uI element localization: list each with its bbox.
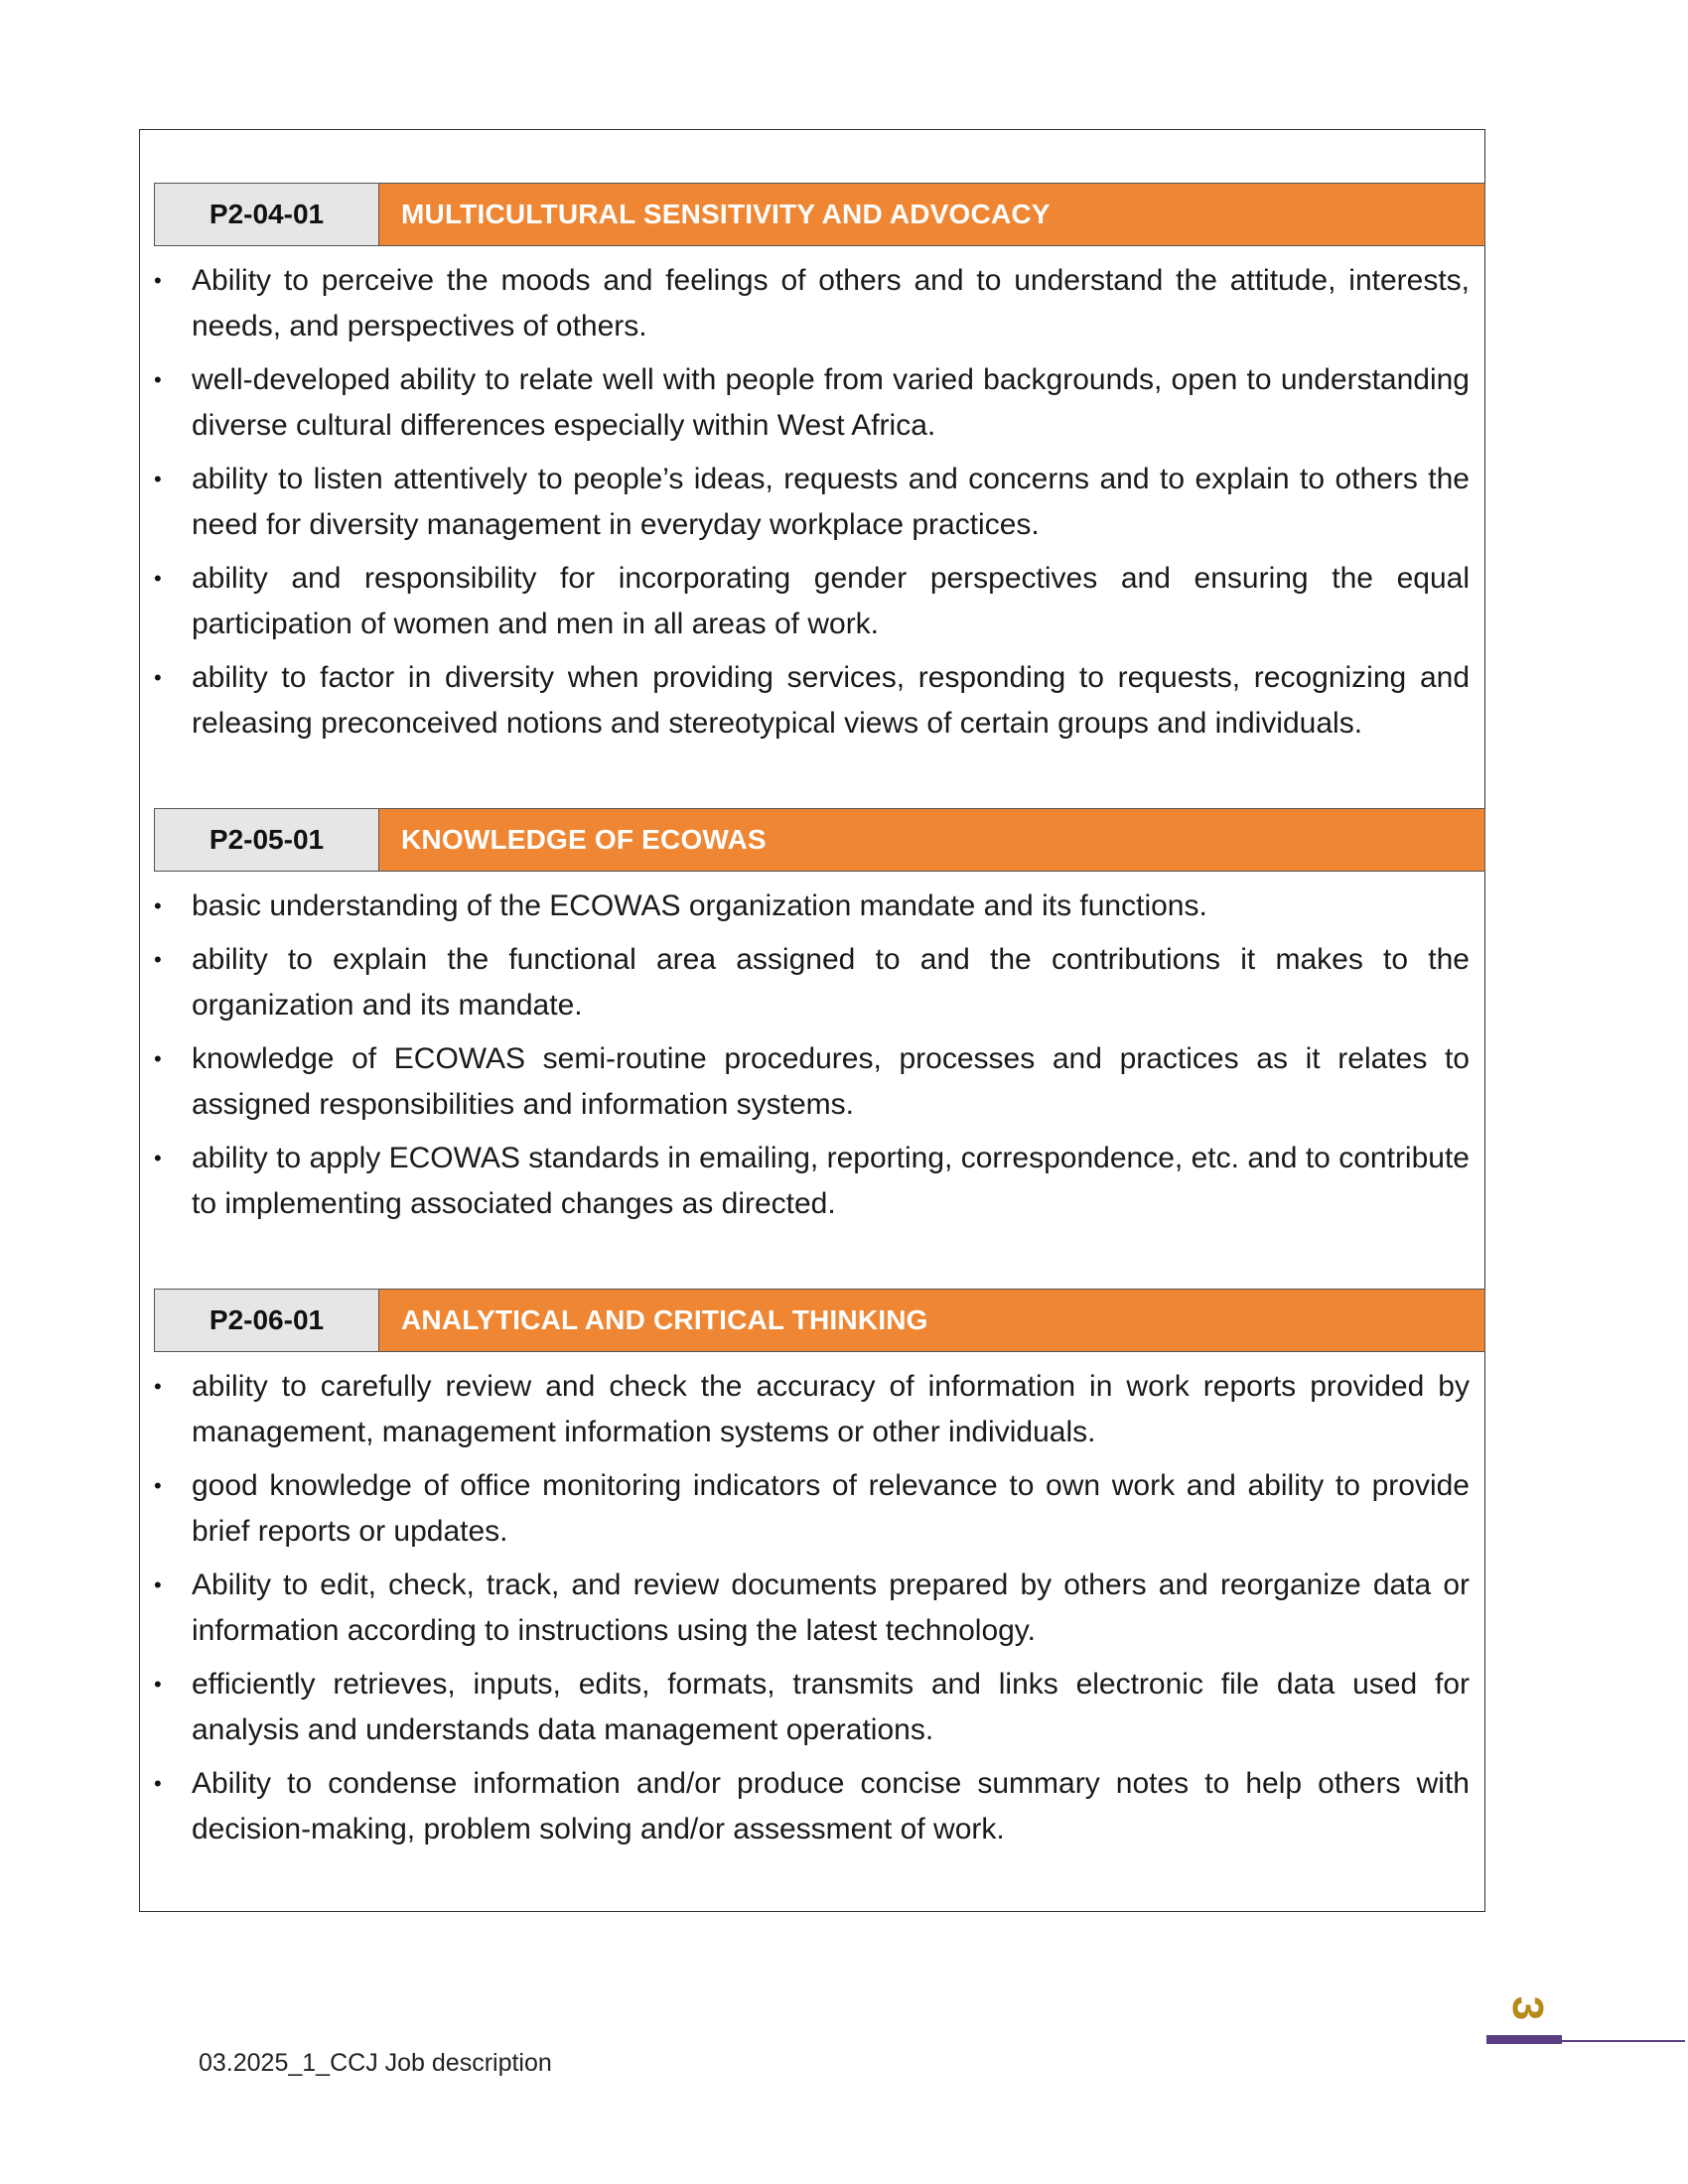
list-item: • good knowledge of office monitoring indicators of relevance to own work and ability to provide brief reports or updates. [154, 1463, 1470, 1555]
list-item: • ability to apply ECOWAS standards in emailing, reporting, correspondence, etc. and to contribute to implementing associated changes as directed. [154, 1136, 1470, 1227]
competency-title: MULTICULTURAL SENSITIVITY AND ADVOCACY [379, 184, 1484, 245]
section-header [154, 183, 1485, 246]
competency-section-p2-06-01 [154, 1289, 1485, 1860]
list-item: • well-developed ability to relate well with people from varied backgrounds, open to understanding diverse cultural differences especially within West Africa. [154, 357, 1470, 449]
list-item: • efficiently retrieves, inputs, edits, formats, transmits and links electronic file data used for analysis and understands data management operations. [154, 1662, 1470, 1753]
list-item: • Ability to edit, check, track, and review documents prepared by others and reorganize data or information according to instructions using the latest technology. [154, 1563, 1470, 1654]
section-header [154, 808, 1485, 872]
list-item: • Ability to condense information and/or produce concise summary notes to help others with decision-making, problem solving and/or assessment of work. [154, 1761, 1470, 1852]
competency-code: P2-05-01 [155, 809, 379, 871]
footer-rule-accent [1486, 2035, 1562, 2044]
footer-rule-line [1562, 2040, 1685, 2042]
page-number: 3 [1503, 1995, 1552, 2021]
competency-title: ANALYTICAL AND CRITICAL THINKING [379, 1290, 1484, 1351]
list-item: • ability to factor in diversity when providing services, responding to requests, recognizing and releasing preconceived notions and stereotypical views of certain groups and individuals. [154, 655, 1470, 747]
list-item: • knowledge of ECOWAS semi-routine procedures, processes and practices as it relates to assigned responsibilities and information systems. [154, 1036, 1470, 1128]
list-item: • basic understanding of the ECOWAS organization mandate and its functions. [154, 884, 1470, 929]
competency-code: P2-04-01 [155, 184, 379, 245]
competency-section-p2-05-01 [154, 808, 1485, 1235]
competency-list [154, 1364, 1470, 1852]
footer-document-label: 03.2025_1_CCJ Job description [199, 2049, 552, 2077]
competency-list [154, 258, 1470, 747]
list-item: • ability to carefully review and check the accuracy of information in work reports provided by management, management information systems or other individuals. [154, 1364, 1470, 1455]
competency-section-p2-04-01 [154, 183, 1485, 754]
list-item: • Ability to perceive the moods and feelings of others and to understand the attitude, interests, needs, and perspectives of others. [154, 258, 1470, 349]
competency-title: KNOWLEDGE OF ECOWAS [379, 809, 1484, 871]
list-item: • ability to listen attentively to people’s ideas, requests and concerns and to explain to others the need for diversity management in everyday workplace practices. [154, 457, 1470, 548]
section-header [154, 1289, 1485, 1352]
list-item: • ability to explain the functional area assigned to and the contributions it makes to the organization and its mandate. [154, 937, 1470, 1028]
competency-list [154, 884, 1470, 1227]
list-item: • ability and responsibility for incorporating gender perspectives and ensuring the equal participation of women and men in all areas of work. [154, 556, 1470, 647]
competency-code: P2-06-01 [155, 1290, 379, 1351]
